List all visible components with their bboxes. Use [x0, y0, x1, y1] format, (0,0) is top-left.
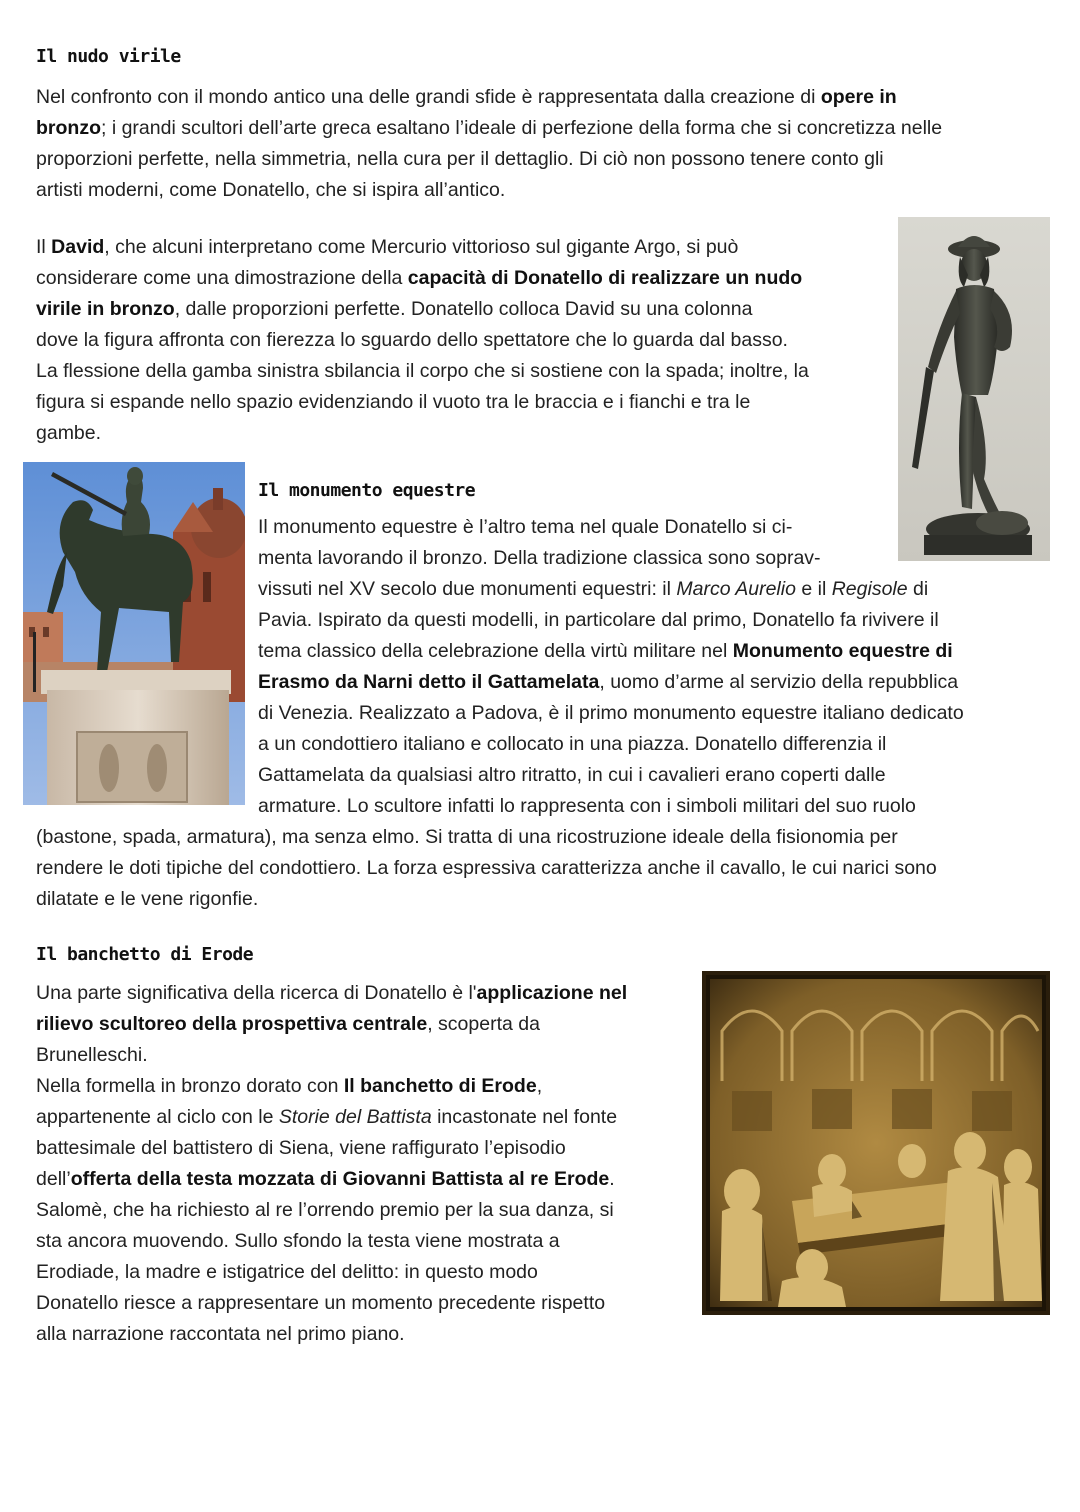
text-run: Erasmo da Narni detto il Gattamelata, uomo d’arme al servizio della repubblica: [258, 671, 959, 693]
bold-run: David: [51, 236, 105, 258]
paragraph-intro: [36, 82, 1046, 206]
heading-nudo-virile: Il nudo virile: [36, 46, 181, 67]
heading-monumento-equestre: Il monumento equestre: [258, 480, 476, 501]
italic-run: Storie del Battista: [278, 1106, 432, 1128]
bold-run: bronzo: [36, 117, 101, 139]
text-run: tema classico della celebrazione della virtù militare nel Monumento equestre di: [258, 640, 953, 662]
text-run: (bastone, spada, armatura), ma senza elmo. Si tratta di una ricostruzione ideale della fisionomia per: [36, 826, 898, 848]
text-run: Nella formella in bronzo dorato con Il banchetto di Erode,: [36, 1075, 543, 1097]
text-run: Pavia. Ispirato da questi modelli, in particolare dal primo, Donatello fa rivivere il: [258, 609, 939, 631]
text-run: dove la figura affronta con fierezza lo sguardo dello spettatore che lo guarda dal basso.: [36, 329, 788, 351]
text-run: menta lavorando il bronzo. Della tradizione classica sono soprav-: [258, 547, 821, 569]
text-run: vissuti nel XV secolo due monumenti equestri: il Marco Aurelio e il Regisole di: [258, 578, 929, 600]
text-run: La flessione della gamba sinistra sbilancia il corpo che si sostiene con la spada; inoltre, la: [36, 360, 809, 382]
text-run: di Venezia. Realizzato a Padova, è il primo monumento equestre italiano dedicato: [258, 702, 964, 724]
italic-run: Marco Aurelio: [676, 578, 796, 600]
bold-run: Il banchetto di Erode: [343, 1075, 537, 1097]
text-run: Nel confronto con il mondo antico una delle grandi sfide è rappresentata dalla creazione di: [36, 86, 821, 108]
text-run: Brunelleschi.: [36, 1044, 148, 1066]
bold-run: Monumento equestre di: [732, 640, 953, 662]
text-run: rilievo scultoreo della prospettiva centrale, scoperta da: [36, 1013, 540, 1035]
heading-banchetto-erode: Il banchetto di Erode: [36, 944, 254, 965]
bold-run: opere in: [820, 86, 897, 108]
text-run: a un condottiero italiano e collocato in una piazza. Donatello differenzia il: [258, 733, 887, 755]
text-run: Donatello riesce a rappresentare un momento precedente rispetto: [36, 1292, 606, 1314]
bold-run: Erasmo da Narni detto il Gattamelata: [258, 671, 600, 693]
paragraph-david: [36, 232, 886, 449]
text-run: armature. Lo scultore infatti lo rappresenta con i simboli militari del suo ruolo: [258, 795, 916, 817]
bold-run: rilievo scultoreo della prospettiva centrale: [36, 1013, 428, 1035]
text-run: Il David, che alcuni interpretano come Mercurio vittorioso sul gigante Argo, si può: [36, 236, 739, 258]
text-run: virile in bronzo, dalle proporzioni perfette. Donatello colloca David su una colonna: [36, 298, 753, 320]
text-run: proporzioni perfette, nella simmetria, nella cura per il dettaglio. Di ciò non possono tenere conto gli: [36, 148, 884, 170]
text-run: battesimale del battistero di Siena, viene raffigurato l’episodio: [36, 1137, 566, 1159]
text-run: Salomè, che ha richiesto al re l’orrendo premio per la sua danza, si: [36, 1199, 614, 1221]
paragraph-gattamelata-bottom: [36, 822, 1046, 915]
italic-run: Regisole: [831, 578, 908, 600]
david-statue-image: [898, 217, 1050, 561]
text-run: dilatate e le vene rigonfie.: [36, 888, 259, 910]
bold-run: offerta della testa mozzata di Giovanni Battista al re Erode: [70, 1168, 610, 1190]
text-run: gambe.: [36, 422, 102, 444]
text-run: bronzo; i grandi scultori dell’arte greca esaltano l’ideale di perfezione della forma che si concretizza nelle: [36, 117, 943, 139]
text-run: dell’offerta della testa mozzata di Giovanni Battista al re Erode.: [36, 1168, 615, 1190]
text-run: rendere le doti tipiche del condottiero. La forza espressiva caratterizza anche il cavallo, le cui narici sono: [36, 857, 937, 879]
text-run: [36, 82, 1046, 113]
text-run: Erodiade, la madre e istigatrice del delitto: in questo modo: [36, 1261, 538, 1283]
paragraph-banchetto: [36, 978, 696, 1350]
text-run: alla narrazione raccontata nel primo piano.: [36, 1323, 405, 1345]
banchetto-erode-relief-image: [702, 971, 1050, 1315]
text-run: figura si espande nello spazio evidenziando il vuoto tra le braccia e i fianchi e tra le: [36, 391, 751, 413]
text-run: Gattamelata da qualsiasi altro ritratto, in cui i cavalieri erano coperti dalle: [258, 764, 886, 786]
text-run: sta ancora muovendo. Sullo sfondo la testa viene mostrata a: [36, 1230, 560, 1252]
bold-run: capacità di Donatello di realizzare un nudo: [407, 267, 803, 289]
text-run: Una parte significativa della ricerca di Donatello è l'applicazione nel: [36, 982, 628, 1004]
bold-run: applicazione nel: [476, 982, 628, 1004]
bold-run: virile in bronzo: [36, 298, 175, 320]
paragraph-gattamelata-top: [258, 512, 1048, 822]
gattamelata-monument-image: [23, 462, 245, 805]
text-run: considerare come una dimostrazione della capacità di Donatello di realizzare un nudo: [36, 267, 803, 289]
text-run: Il monumento equestre è l’altro tema nel quale Donatello si ci-: [258, 516, 793, 538]
text-run: appartenente al ciclo con le Storie del Battista incastonate nel fonte: [36, 1106, 618, 1128]
text-run: artisti moderni, come Donatello, che si ispira all’antico.: [36, 179, 506, 201]
